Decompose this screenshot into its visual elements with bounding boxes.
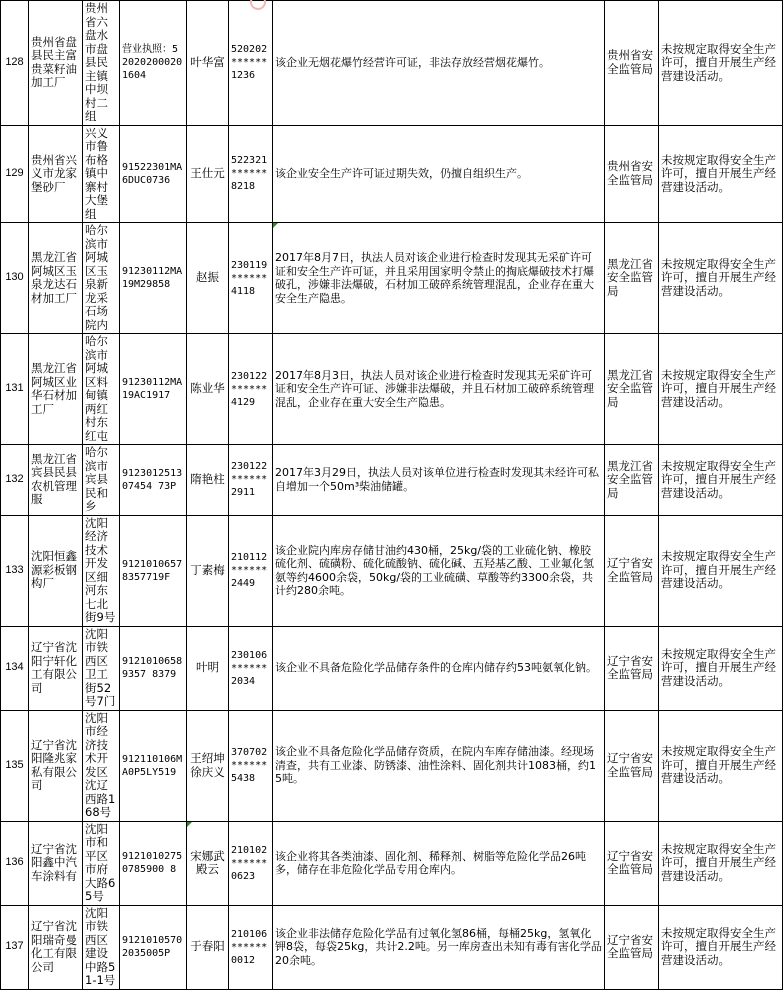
unit-address: 哈尔滨市阿城区玉泉新龙采石场院内 <box>83 223 120 334</box>
id-number: 230119******4118 <box>229 223 273 334</box>
penalty-basis: 未按规定取得安全生产许可，擅自开展生产经营建设活动。 <box>659 905 783 989</box>
unit-address: 沈阳市铁西区建设中路51-1号 <box>83 905 120 989</box>
unit-address: 贵州省六盘水市盘县民主镇中坝村二组 <box>83 1 120 126</box>
enforcement-authority: 贵州省安全监管局 <box>605 1 659 126</box>
penalty-basis: 未按规定取得安全生产许可，擅自开展生产经营建设活动。 <box>659 515 783 626</box>
table-row <box>1 125 783 223</box>
unit-name: 黑龙江省阿城区业华石材加工厂 <box>29 334 83 445</box>
unit-name: 贵州省兴义市龙家堡砂厂 <box>29 125 83 223</box>
unit-name: 黑龙江省阿城区玉泉龙达石材加工厂 <box>29 223 83 334</box>
unit-address: 兴义市鲁布格镇中寨村大堡组 <box>83 125 120 223</box>
unit-name: 辽宁省沈阳隆兆家私有限公司 <box>29 710 83 821</box>
unit-name: 辽宁省沈阳鑫中汽车涂料有 <box>29 821 83 905</box>
id-number: 230122******2911 <box>229 445 273 516</box>
row-number: 133 <box>1 515 29 626</box>
row-number: 130 <box>1 223 29 334</box>
unit-name: 黑龙江省宾县民县农机管理服 <box>29 445 83 516</box>
unit-address: 沈阳市和平区市府大路65号 <box>83 821 120 905</box>
violation-description: 2017年3月29日，执法人员对该单位进行检查时发现其未经许可私自增加一个50m³柴油储罐。 <box>273 445 605 516</box>
row-number: 132 <box>1 445 29 516</box>
id-number: 370702******5438 <box>229 710 273 821</box>
row-number: 135 <box>1 710 29 821</box>
id-number: 230122******4129 <box>229 334 273 445</box>
unit-address: 哈尔滨市阿城区料甸镇两红村东红屯 <box>83 334 120 445</box>
unit-name: 沈阳恒鑫源彩板钢构厂 <box>29 515 83 626</box>
row-number: 137 <box>1 905 29 989</box>
violation-description: 该企业院内库房存储甘油约430桶，25kg/袋的工业硫化钠、橡胶硫化剂、硫磺粉、硫化硫酸钠、硫化碱、五羟基乙酸、工业氟化氢氨等约4600余袋，50kg/袋的工业硫磺、草酸等约3300余袋，共计约280余吨。 <box>273 515 605 626</box>
responsible-person: 王仕元 <box>187 125 229 223</box>
violation-description: 该企业不具备危险化学品储存资质，在院内车库存储油漆。经现场清查，共有工业漆、防锈漆、油性涂料、固化剂共计1083桶，约15吨。 <box>273 710 605 821</box>
credit-code: 91210105702035005P <box>120 905 187 989</box>
id-number: 210106******0012 <box>229 905 273 989</box>
enforcement-authority: 黑龙江省安全监管局 <box>605 334 659 445</box>
table-row <box>1 1 783 126</box>
responsible-person: 赵振 <box>187 223 229 334</box>
credit-code: 91230112MA19AC1917 <box>120 334 187 445</box>
credit-code: 912110106MA0P5LY519 <box>120 710 187 821</box>
penalty-basis: 未按规定取得安全生产许可，擅自开展生产经营建设活动。 <box>659 334 783 445</box>
penalty-basis: 未按规定取得安全生产许可，擅自开展生产经营建设活动。 <box>659 710 783 821</box>
violation-description: 该企业将其各类油漆、固化剂、稀释剂、树脂等危险化学品26吨多，储存在非危险化学品专用仓库内。 <box>273 821 605 905</box>
enforcement-authority: 黑龙江省安全监管局 <box>605 445 659 516</box>
table-row <box>1 710 783 821</box>
penalty-basis: 未按规定取得安全生产许可，擅自开展生产经营建设活动。 <box>659 223 783 334</box>
cell-comment-marker-icon <box>187 822 192 827</box>
credit-code: 91210102750785900 8 <box>120 821 187 905</box>
enforcement-authority: 辽宁省安全监管局 <box>605 905 659 989</box>
credit-code: 91230112MA19M29858 <box>120 223 187 334</box>
responsible-person: 王绍坤徐庆义 <box>187 710 229 821</box>
table-row <box>1 821 783 905</box>
credit-code: 91522301MA6DUC0736 <box>120 125 187 223</box>
id-number: 520202******1236 <box>229 1 273 126</box>
responsible-person: 宋娜武殿云 <box>187 821 229 905</box>
violation-description: 该企业安全生产许可证过期失效，仍擅自组织生产。 <box>273 125 605 223</box>
responsible-person: 隋艳柱 <box>187 445 229 516</box>
enforcement-authority: 辽宁省安全监管局 <box>605 710 659 821</box>
responsible-person: 叶华富 <box>187 1 229 126</box>
unit-address: 沈阳市经济技术开发区沈辽西路168号 <box>83 710 120 821</box>
penalty-basis: 未按规定取得安全生产许可，擅自开展生产经营建设活动。 <box>659 1 783 126</box>
cell-comment-marker-icon <box>273 223 278 228</box>
violation-description: 2017年8月3日，执法人员对该企业进行检查时发现其无采矿许可证和安全生产许可证、涉嫌非法爆破，并且石材加工破碎系统管理混乱，企业存在重大安全生产隐患。 <box>273 334 605 445</box>
id-number: 210102******0623 <box>229 821 273 905</box>
responsible-person: 丁素梅 <box>187 515 229 626</box>
row-number: 134 <box>1 626 29 710</box>
unit-name: 辽宁省沈阳瑞奇曼化工有限公司 <box>29 905 83 989</box>
table-row <box>1 334 783 445</box>
penalty-basis: 未按规定取得安全生产许可，擅自开展生产经营建设活动。 <box>659 821 783 905</box>
unit-name: 贵州省盘县民主富贵菜籽油加工厂 <box>29 1 83 126</box>
id-number: 210112******2449 <box>229 515 273 626</box>
responsible-person: 叶明 <box>187 626 229 710</box>
id-number: 230106******2034 <box>229 626 273 710</box>
responsible-person: 于春阳 <box>187 905 229 989</box>
row-number: 128 <box>1 1 29 126</box>
enforcement-authority: 辽宁省安全监管局 <box>605 821 659 905</box>
violation-description: 该企业无烟花爆竹经营许可证，非法存放经营烟花爆竹。 <box>273 1 605 126</box>
table-row <box>1 905 783 989</box>
row-number: 129 <box>1 125 29 223</box>
enforcement-authority: 辽宁省安全监管局 <box>605 515 659 626</box>
table-row <box>1 626 783 710</box>
table-row <box>1 515 783 626</box>
table-row <box>1 445 783 516</box>
table-row <box>1 223 783 334</box>
credit-code: 912301251307454 73P <box>120 445 187 516</box>
credit-code: 营业执照：520202000201604 <box>120 1 187 126</box>
enforcement-authority: 贵州省安全监管局 <box>605 125 659 223</box>
credit-code: 91210106578357719F <box>120 515 187 626</box>
penalty-basis: 未按规定取得安全生产许可，擅自开展生产经营建设活动。 <box>659 125 783 223</box>
enforcement-authority: 黑龙江省安全监管局 <box>605 223 659 334</box>
row-number: 136 <box>1 821 29 905</box>
unit-address: 沈阳市铁西区卫工街52号7门 <box>83 626 120 710</box>
responsible-person: 陈业华 <box>187 334 229 445</box>
unit-name: 辽宁省沈阳宁轩化工有限公司 <box>29 626 83 710</box>
enforcement-authority: 辽宁省安全监管局 <box>605 626 659 710</box>
violation-description: 该企业不具备危险化学品储存条件的仓库内储存约53吨氨氧化钠。 <box>273 626 605 710</box>
unit-address: 沈阳经济技术开发区细河东七北街9号 <box>83 515 120 626</box>
id-number: 522321******8218 <box>229 125 273 223</box>
row-number: 131 <box>1 334 29 445</box>
violation-description: 该企业非法储存危险化学品有过氧化氢86桶，每桶25kg，氢氧化钾8袋，每袋25kg，共计2.2吨。另一库房查出未知有毒有害化学品20余吨。 <box>273 905 605 989</box>
credit-code: 91210106589357 8379 <box>120 626 187 710</box>
penalty-basis: 未按规定取得安全生产许可，擅自开展生产经营建设活动。 <box>659 445 783 516</box>
penalty-basis: 未按规定取得安全生产许可，擅自开展生产经营建设活动。 <box>659 626 783 710</box>
violation-description: 2017年8月7日，执法人员对该企业进行检查时发现其无采矿许可证和安全生产许可证，并且采用国家明令禁止的掏底爆破技术打爆破孔，涉嫌非法爆破，石材加工破碎系统管理混乱，企业存在重大安全生产隐患。 <box>273 223 605 334</box>
unit-address: 哈尔滨市宾县民和乡 <box>83 445 120 516</box>
